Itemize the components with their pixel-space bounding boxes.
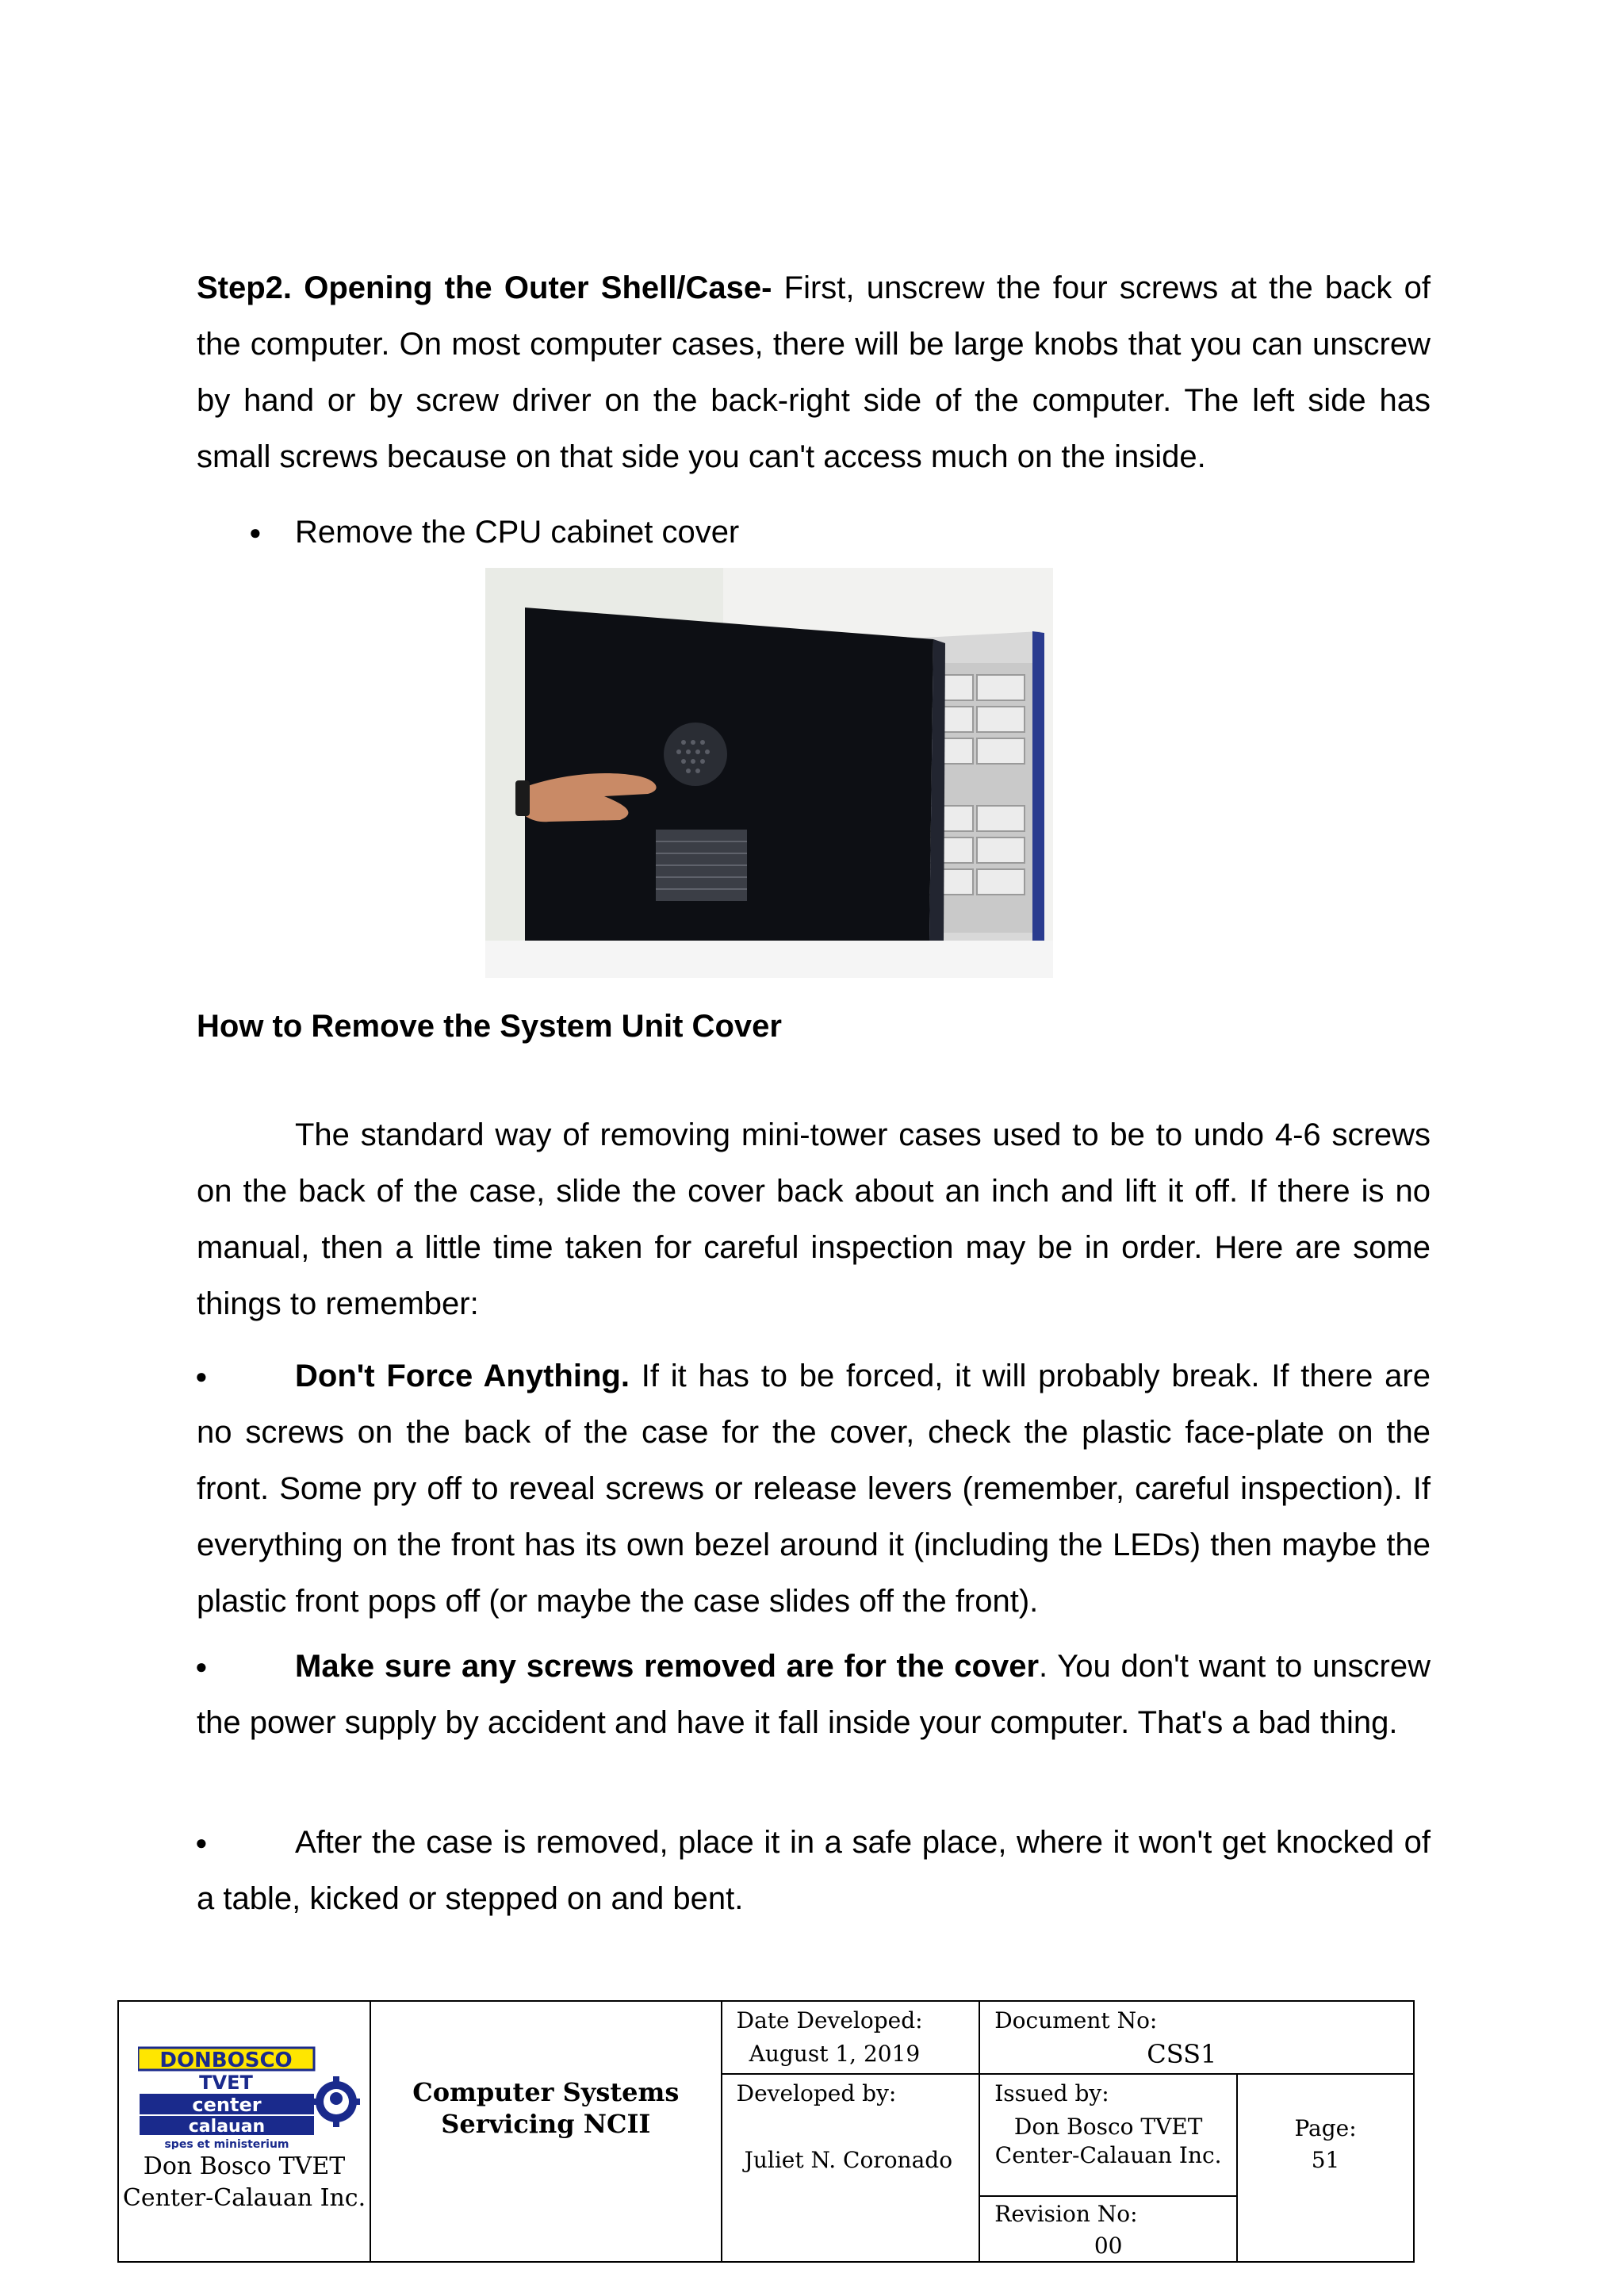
cpu-cover-photo (485, 568, 1053, 978)
step2-body: First, unscrew the four screws at the back of the computer. On most computer cases, there will be large knobs that you can unscrew by hand or by screw driver on the back-right side of the computer. The left side has small screws because on that side you can't access much on the inside. (197, 270, 1431, 474)
logo-line3: center (192, 2094, 262, 2116)
tip-bold: Don't Force Anything. (295, 1359, 630, 1393)
footer-revision-cell (979, 2196, 1237, 2262)
bullet-dot: ● (195, 1830, 208, 1854)
footer-logo-cell (118, 2001, 370, 2262)
footer-page-cell (1237, 2074, 1414, 2262)
page-value: 51 (1311, 2146, 1340, 2173)
logo-line4: calauan (188, 2117, 266, 2137)
logo-motto: spes et ministerium (164, 2138, 289, 2149)
document-no-label: Document No: (994, 2007, 1158, 2033)
bullet-dot: ● (195, 1654, 208, 1678)
page-label: Page: (1294, 2114, 1357, 2141)
don-bosco-logo (138, 2046, 360, 2149)
date-value: August 1, 2019 (749, 2041, 921, 2067)
intro-paragraph: The standard way of removing mini-tower cases used to be to undo 4-6 screws on the back of the case, slide the cover back about an inch and lift it off. If there is no manual, then a little time taken for careful inspection may be in order. Here are some things to remember: (197, 1117, 1431, 1321)
revision-value: 00 (1094, 2233, 1123, 2259)
developed-by-value: Juliet N. Coronado (744, 2147, 953, 2173)
footer-docno-cell (979, 2001, 1414, 2074)
tip-text: If it has to be forced, it will probably break. If there are no screws on the back of the case for the cover, check the plastic face-plate on the front. Some pry off to reveal screws or release levers (remember, careful inspection). If everything on the front has its own bezel around it (including the LEDs) then maybe the plastic front pops off (or maybe the case slides off the front). (197, 1359, 1431, 1619)
footer-developer-cell (722, 2074, 980, 2262)
tip-text: After the case is removed, place it in a safe place, where it won't get knocked of a table, kicked or stepped on and bent. (197, 1825, 1431, 1916)
tip-bold: Make sure any screws removed are for the cover (295, 1649, 1040, 1684)
section-heading: How to Remove the System Unit Cover (197, 1009, 782, 1044)
revision-label: Revision No: (994, 2201, 1138, 2227)
issued-by-label: Issued by: (994, 2080, 1109, 2106)
logo-line1: DONBOSCO (159, 2049, 293, 2072)
developed-by-label: Developed by: (736, 2080, 897, 2106)
logo-line2: TVET (199, 2072, 253, 2094)
footer-org-name: Don Bosco TVET Center-Calauan Inc. (122, 2152, 366, 2212)
tip-screws (197, 1639, 1431, 1751)
bullet-dot: ● (249, 520, 262, 544)
tip-safe-place (197, 1815, 1431, 1927)
bullet-text: Remove the CPU cabinet cover (295, 515, 740, 550)
tip-text: . You don't want to unscrew the power supply by accident and have it fall inside your computer. That's a bad thing. (197, 1649, 1431, 1740)
step2-title: Step2. Opening the Outer Shell/Case- (197, 270, 772, 305)
footer-date-cell (722, 2001, 980, 2074)
footer-course: Computer Systems Servicing NCII (412, 2076, 680, 2139)
bullet-dot: ● (195, 1364, 208, 1388)
step2-paragraph (197, 260, 1431, 485)
document-footer (117, 2000, 1415, 2263)
date-label: Date Developed: (736, 2007, 923, 2033)
footer-issued-cell (979, 2074, 1237, 2196)
document-no-value: CSS1 (1147, 2039, 1217, 2069)
footer-course-cell (370, 2001, 722, 2262)
tip-dont-force (197, 1348, 1431, 1630)
issued-by-value: Don Bosco TVET Center-Calauan Inc. (994, 2114, 1222, 2168)
